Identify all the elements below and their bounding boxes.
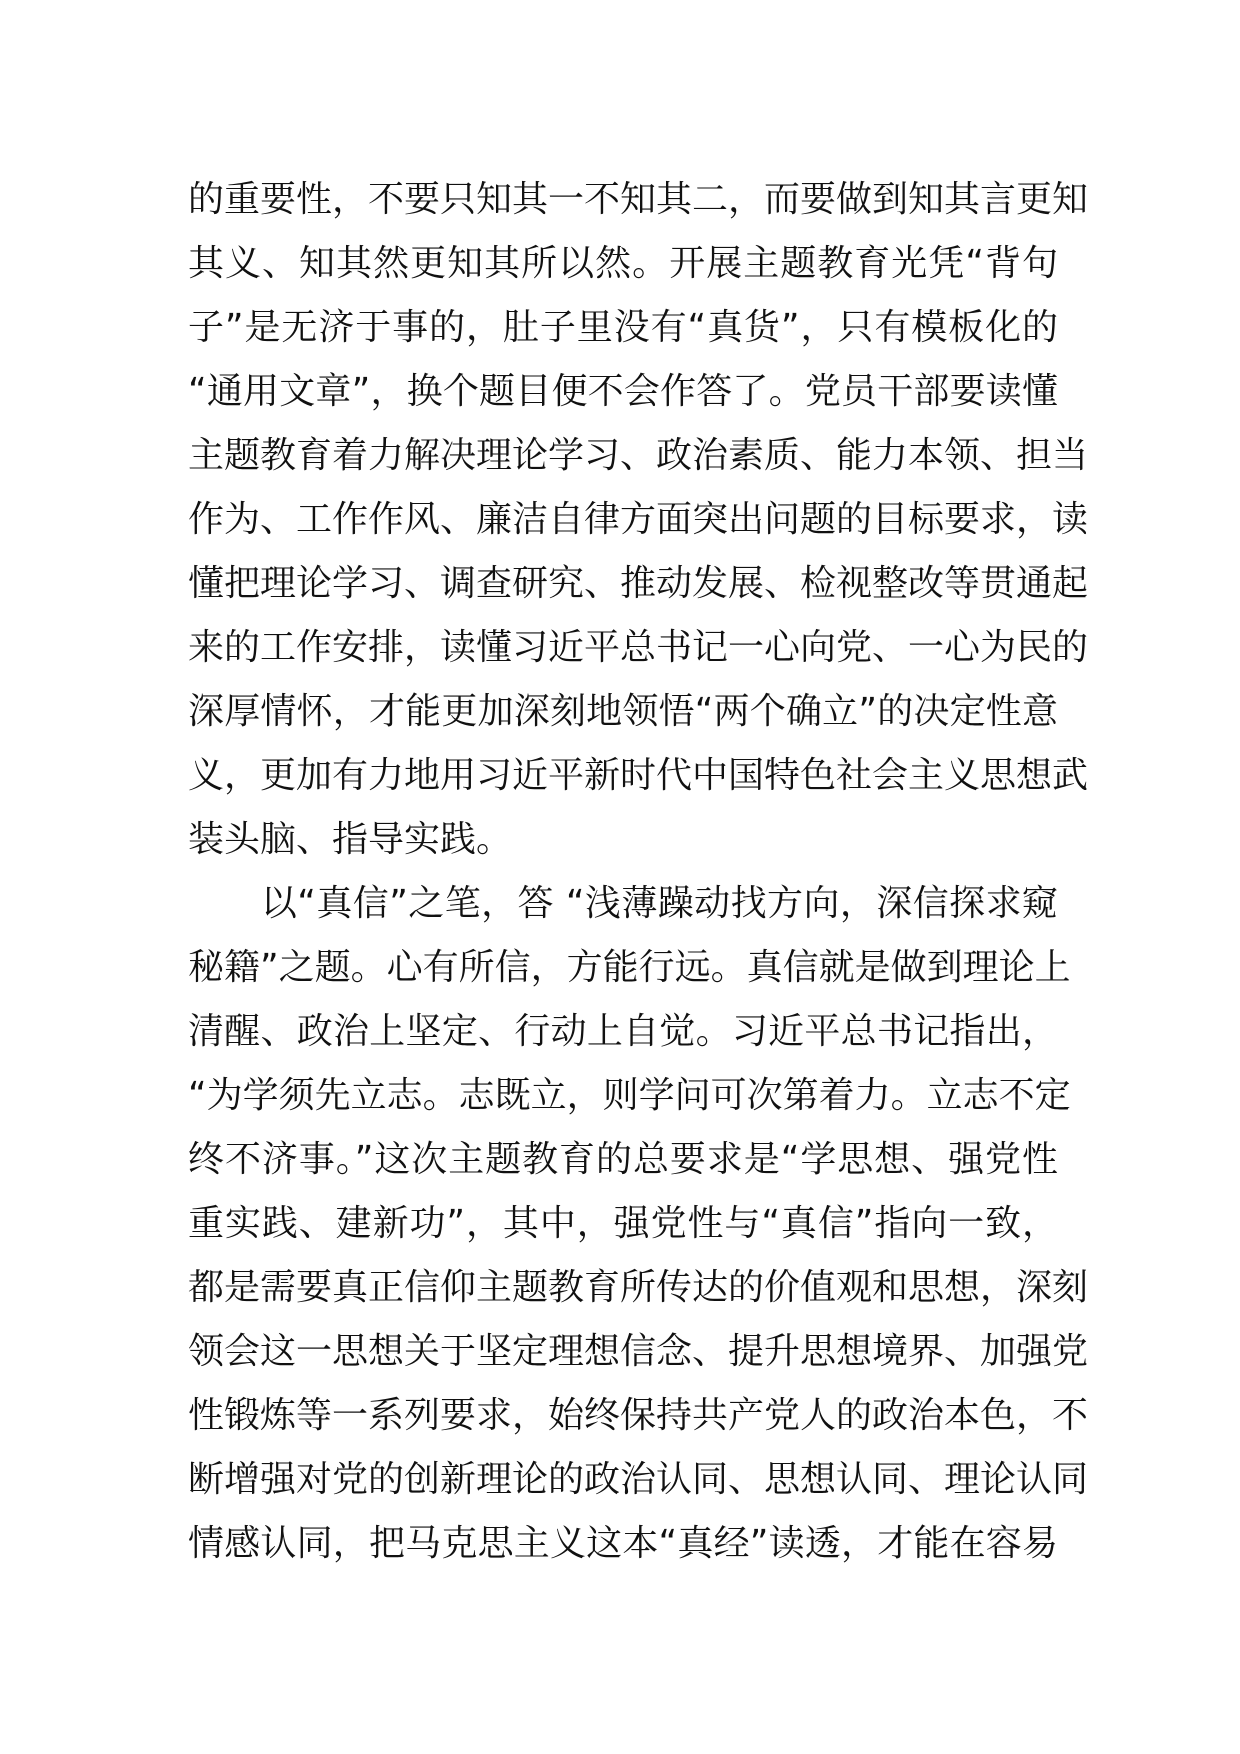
text-line: 深厚情怀，才能更加深刻地领悟“两个确立”的决定性意 bbox=[188, 691, 1058, 732]
text-line: 秘籍”之题。心有所信，方能行远。真信就是做到理论上 bbox=[188, 947, 1071, 988]
text-line: “为学须先立志。志既立，则学问可次第着力。立志不定 bbox=[188, 1075, 1071, 1116]
text-line: 义，更加有力地用习近平新时代中国特色社会主义思想武 bbox=[188, 755, 1089, 796]
text-line: 性锻炼等一系列要求，始终保持共产党人的政治本色，不 bbox=[188, 1395, 1089, 1436]
text-line: 其义、知其然更知其所以然。开展主题教育光凭“背句 bbox=[188, 243, 1058, 284]
text-line: 都是需要真正信仰主题教育所传达的价值观和思想，深刻 bbox=[188, 1267, 1089, 1308]
text-line: 情感认同，把马克思主义这本“真经”读透，才能在容易 bbox=[188, 1523, 1058, 1564]
body-text bbox=[188, 168, 1089, 1576]
text-line: 懂把理论学习、调查研究、推动发展、检视整改等贯通起 bbox=[188, 563, 1089, 604]
text-line: 清醒、政治上坚定、行动上自觉。习近平总书记指出， bbox=[188, 1011, 1058, 1052]
text-line: 断增强对党的创新理论的政治认同、思想认同、理论认同 bbox=[188, 1459, 1089, 1500]
text-line: 来的工作安排，读懂习近平总书记一心向党、一心为民的 bbox=[188, 627, 1089, 668]
paragraph-start-line: 以“真信”之笔，答 “浅薄躁动找方向，深信探求窥 bbox=[188, 883, 1058, 924]
text-line: 主题教育着力解决理论学习、政治素质、能力本领、担当 bbox=[188, 435, 1089, 476]
text-line: “通用文章”，换个题目便不会作答了。党员干部要读懂 bbox=[188, 371, 1058, 412]
text-line: 装头脑、指导实践。 bbox=[188, 819, 513, 860]
text-line: 领会这一思想关于坚定理想信念、提升思想境界、加强党 bbox=[188, 1331, 1089, 1372]
text-line: 作为、工作作风、廉洁自律方面突出问题的目标要求，读 bbox=[188, 499, 1089, 540]
text-line: 重实践、建新功”，其中，强党性与“真信”指向一致， bbox=[188, 1203, 1058, 1244]
text-line: 子”是无济于事的，肚子里没有“真货”，只有模板化的 bbox=[188, 307, 1058, 348]
text-line: 的重要性，不要只知其一不知其二，而要做到知其言更知 bbox=[188, 179, 1089, 220]
text-line: 终不济事。”这次主题教育的总要求是“学思想、强党性 bbox=[188, 1139, 1058, 1180]
